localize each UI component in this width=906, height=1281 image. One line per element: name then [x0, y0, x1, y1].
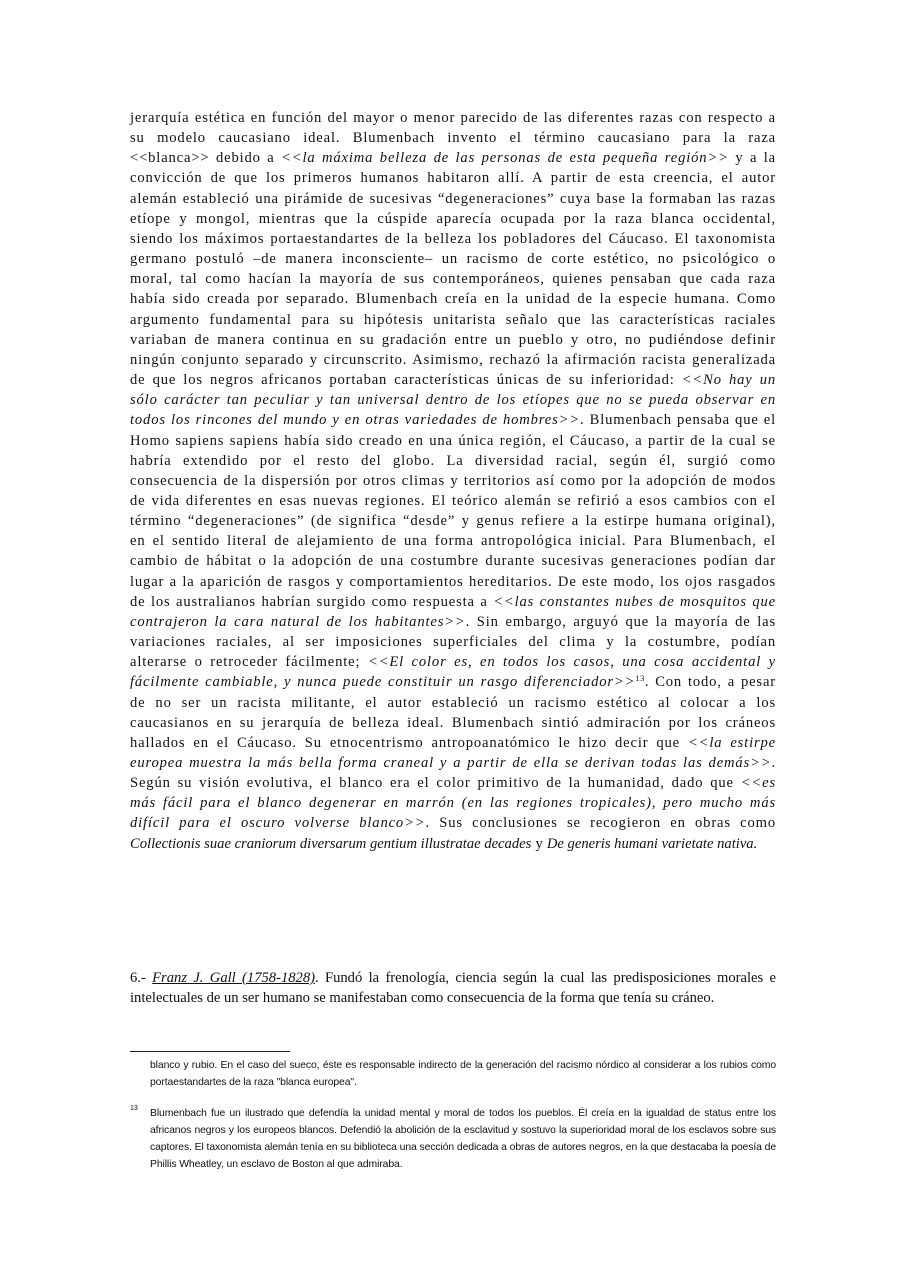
item-text: . Fundó la frenología, ciencia según la cual las predisposiciones morales e intelectuales de un ser humano se manifestaban como consecuencia de la forma que tenía su cráneo. — [130, 970, 776, 1006]
body-text — [130, 108, 776, 854]
list-item-6 — [130, 968, 776, 1008]
text-run: jerarquía estética en función del mayor o menor parecido de las diferentes razas con respecto a su modelo caucasiano ideal. Blumenbach invento el término caucasiano para la raza <<blanca>> debido a — [130, 110, 776, 167]
quote: <<es más fácil para el blanco degenerar en marrón (en las regiones tropicales), pero mucho más difícil para el oscuro volverse blanco>> — [130, 775, 776, 832]
footnote-number: 13 — [130, 1105, 138, 1112]
book-title: Collectionis suae craniorum diversarum gentium illustratae decades — [130, 835, 532, 852]
text-run: y — [531, 835, 547, 852]
footnote-13 — [150, 1105, 776, 1173]
quote: <<No hay un sólo carácter tan peculiar y tan universal dentro de los etíopes que no se pueda observar en todos los rincones del mundo y en otras variedades de hombres>> — [130, 372, 776, 429]
text-run: . Blumenbach pensaba que el Homo sapiens sapiens había sido creado en una única región, el Cáucaso, a partir de la cual se habría extendido por el resto del globo. La diversidad racial, según él, surgió como consecuencia de la dispersión por otros climas y territorios así como por la adopción de modos de vida diferentes en esas nuevas regiones. El teórico alemán se refirió a esos cambios con el término “degeneraciones” (de significa “desde” y genus refiere a la estirpe humana original), en el sentido literal de alejamiento de una forma antropológica inicial. Para Blumenbach, el cambio de hábitat o la adopción de una costumbre durante sucesivas generaciones podían dar lugar a la aparición de rasgos y comportamientos hereditarios. De este modo, los ojos rasgados de los australianos habrían surgido como respuesta a — [130, 412, 776, 610]
item-number: 6.- — [130, 970, 153, 986]
text-run: . Según su visión evolutiva, el blanco era el color primitivo de la humanidad, dado que — [130, 755, 776, 792]
person-name: Franz J. Gall (1758-1828) — [152, 970, 315, 986]
footnote-reference[interactable]: 13 — [635, 673, 645, 684]
footnote-text: blanco y rubio. En el caso del sueco, éste es responsable indirecto de la generación del racismo nórdico al considerar a los rubios como portaestandartes de la raza "blanca europea". — [150, 1060, 776, 1088]
quote: <<la estirpe europea muestra la más bella forma craneal y a partir de ella se derivan todas las demás>> — [130, 734, 776, 771]
quote: <<El color es, en todos los casos, una cosa accidental y fácilmente cambiable, y nunca puede constituir un rasgo diferenciador>> — [130, 654, 776, 691]
text-run: . Sin embargo, arguyó que la mayoría de las variaciones raciales, al ser imposiciones superficiales del clima y la costumbre, podían alterarse o retroceder fácilmente; — [130, 613, 776, 671]
text-run: . Con todo, a pesar de no ser un racista militante, el autor estableció un racismo estético al colocar a los caucasianos en su jerarquía de belleza ideal. Blumenbach sintió admiración por los cráneos hallados en el Cáucaso. Su etnocentrismo antropoanatómico le hizo decir que — [130, 674, 776, 751]
quote: <<las constantes nubes de mosquitos que contrajeron la cara natural de los habitantes>> — [130, 593, 776, 630]
main-paragraph — [130, 108, 776, 854]
footnote-text: Blumenbach fue un ilustrado que defendía la unidad mental y moral de todos los pueblos. Él creía en la igualdad de status entre los africanos negros y los europeos blancos. Defendió la abolición de la esclavitud y sostuvo la superioridad moral de los esclavos sobre sus captores. El taxonomista alemán tenía en su biblioteca una sección dedicada a obras de autores negros, en la que destacaba la poesía de Phillis Wheatley, un esclavo de Boston al que admiraba. — [150, 1108, 776, 1170]
quote: <<la máxima belleza de las personas de esta pequeña región>> — [281, 150, 729, 167]
book-title: De generis humani varietate nativa. — [546, 835, 758, 852]
item-paragraph — [130, 968, 776, 1008]
text-run: y a la convicción de que los primeros humanos habitaron allí. A partir de esta creencia, el autor alemán estableció una pirámide de sucesivas “degeneraciones” cuya base la formaban las razas etíope y mongol, mientras que la cúspide aparecía ocupada por la raza blanca occidental, siendo los máximos portaestandartes de la belleza los pobladores del Cáucaso. El taxonomista germano postuló –de manera inconsciente– un racismo de corte estético, no psicológico o moral, tal como hacían la mayoría de sus contemporáneos, quienes pensaban que cada raza había sido creada por separado. Blumenbach creía en la unidad de la especie humana. Como argumento fundamental para su hipótesis unitarista señalo que las características raciales variaban de manera continua en su gradación entre un pueblo y otro, no pudiéndose definir ningún conjunto separado y circunscrito. Asimismo, rechazó la afirmación racista generalizada de que los negros africanos portaban características únicas de su inferioridad: — [130, 150, 776, 389]
footnote-continued — [150, 1057, 776, 1091]
text-run: . Sus conclusiones se recogieron en obras como — [425, 815, 776, 832]
footnote-separator — [130, 1051, 290, 1052]
